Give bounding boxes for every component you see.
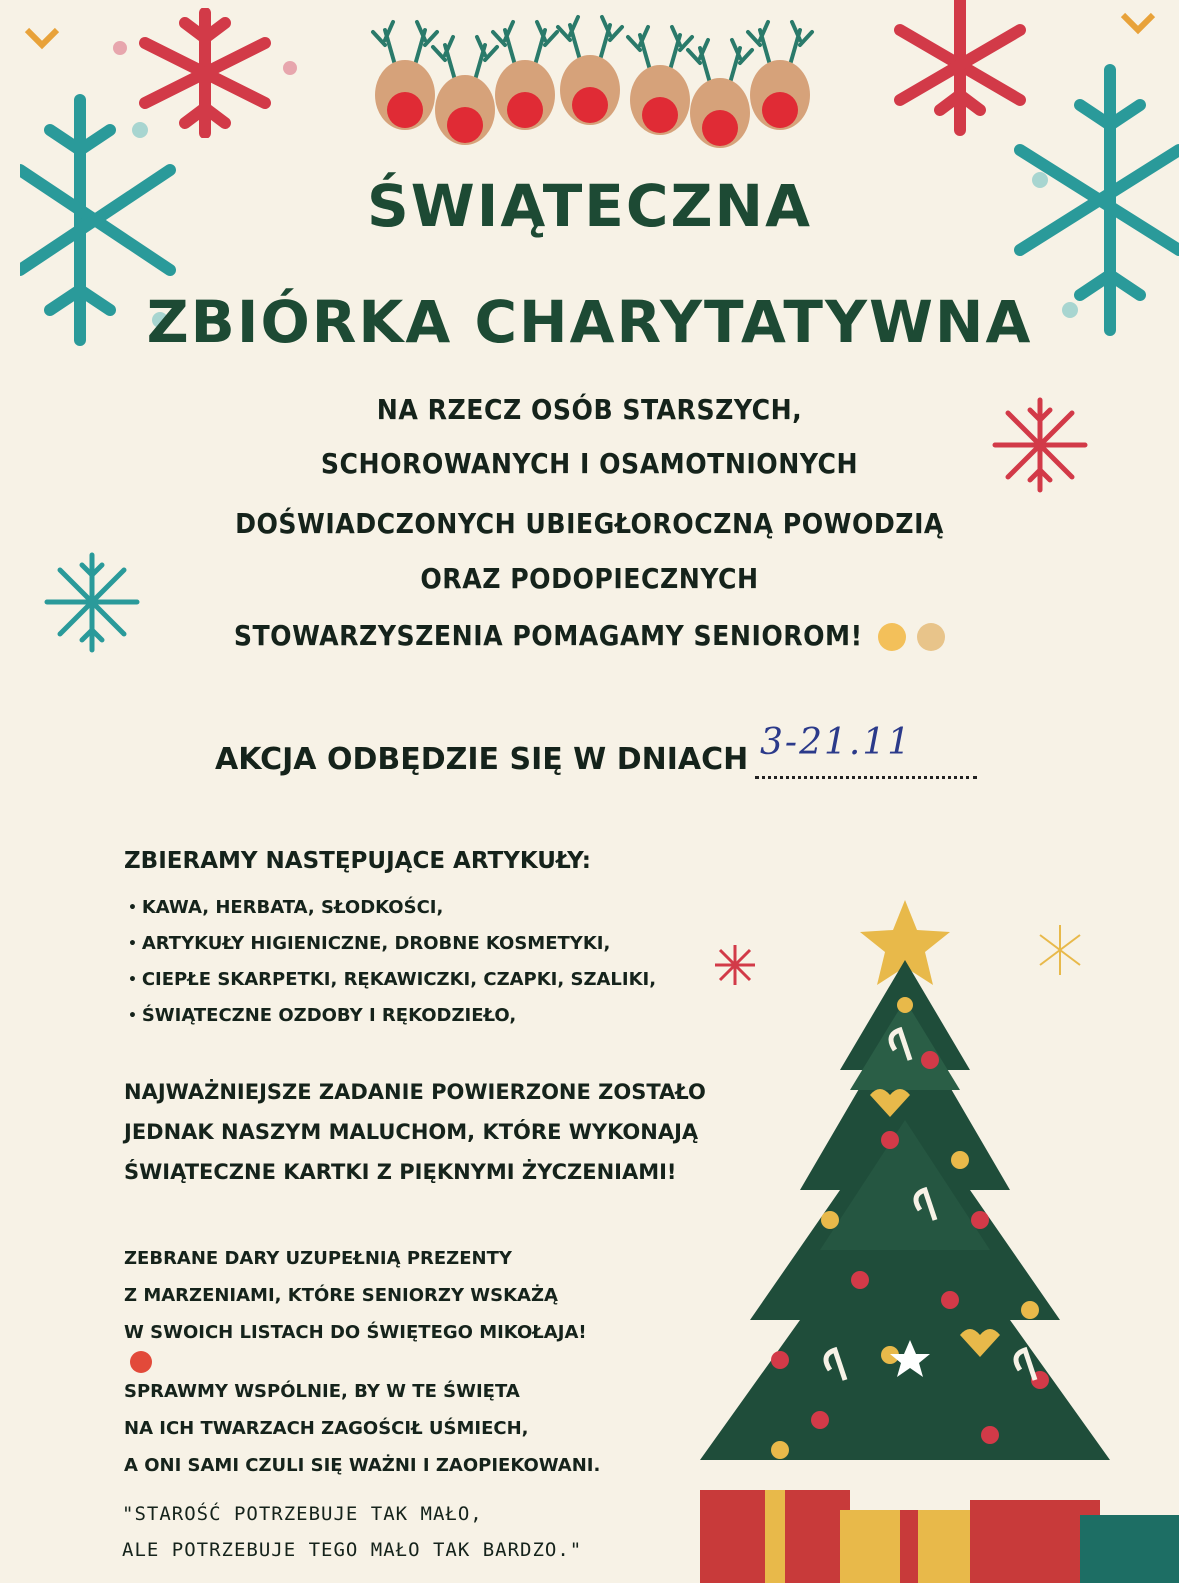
items-list [128,890,656,1034]
task-line: JEDNAK NASZYM MALUCHOM, KTÓRE WYKONAJĄ [124,1120,699,1144]
poster-title-line2: ZBIÓRKA CHARYTATYWNA [146,288,1033,356]
gifts-line-text: W SWOICH LISTACH DO ŚWIĘTEGO MIKOŁAJA! [124,1322,587,1343]
subtitle-line-with-emoji [0,619,1179,652]
christmas-tree-icon [660,890,1179,1583]
quote [122,1496,582,1568]
task-line: NAJWAŻNIEJSZE ZADANIE POWIERZONE ZOSTAŁO [124,1080,706,1104]
gifts-line: NA ICH TWARZACH ZAGOŚCIŁ UŚMIECH, [124,1418,529,1439]
grandpa-emoji-icon [917,623,945,651]
subtitle-line: ORAZ PODOPIECZNYCH [420,562,759,595]
grandma-emoji-icon [878,623,906,651]
subtitle-line: DOŚWIADCZONYCH UBIEGŁOROCZNĄ POWODZIĄ [235,507,944,540]
subtitle-line: NA RZECZ OSÓB STARSZYCH, [376,393,803,426]
quote-line: ALE POTRZEBUJE TEGO MAŁO TAK BARDZO." [122,1539,583,1561]
date-label: AKCJA ODBĘDZIE SIĘ W DNIACH [215,742,749,777]
gifts-line: SPRAWMY WSPÓLNIE, BY W TE ŚWIĘTA [124,1381,520,1402]
gifts-line [124,1314,600,1373]
subtitle-line: SCHOROWANYCH I OSAMOTNIONYCH [320,447,859,480]
list-item: • ŚWIĄTECZNE OZDOBY I RĘKODZIEŁO, [128,998,656,1034]
gift-icon [700,1490,1179,1583]
reindeer-icon [365,10,815,150]
gifts-line: A ONI SAMI CZULI SIĘ WAŻNI I ZAOPIEKOWANI. [124,1455,601,1476]
quote-line: "STAROŚĆ POTRZEBUJE TAK MAŁO, [122,1503,483,1525]
arrow-decoration-icon [22,20,62,60]
gifts-line: ZEBRANE DARY UZUPEŁNIĄ PREZENTY [124,1248,512,1269]
gifts-line: Z MARZENIAMI, KTÓRE SENIORZY WSKAŻĄ [124,1285,558,1306]
gifts-paragraph [124,1240,600,1484]
task-paragraph [124,1072,706,1192]
subtitle-line: STOWARZYSZENIA POMAGAMY SENIOROM! [233,619,863,652]
list-item: • KAWA, HERBATA, SŁODKOŚCI, [128,890,656,926]
items-heading: ZBIERAMY NASTĘPUJĄCE ARTYKUŁY: [124,848,591,874]
poster-title-line1: ŚWIĄTECZNA [367,172,812,240]
date-handwritten: 3-21.11 [760,722,913,763]
list-item: • CIEPŁE SKARPETKI, RĘKAWICZKI, CZAPKI, SZALIKI, [128,962,656,998]
santa-emoji-icon [130,1351,152,1373]
task-line: ŚWIĄTECZNE KARTKI Z PIĘKNYMI ŻYCZENIAMI! [124,1160,677,1184]
list-item: • ARTYKUŁY HIGIENICZNE, DROBNE KOSMETYKI, [128,926,656,962]
arrow-decoration-icon [1118,5,1158,45]
